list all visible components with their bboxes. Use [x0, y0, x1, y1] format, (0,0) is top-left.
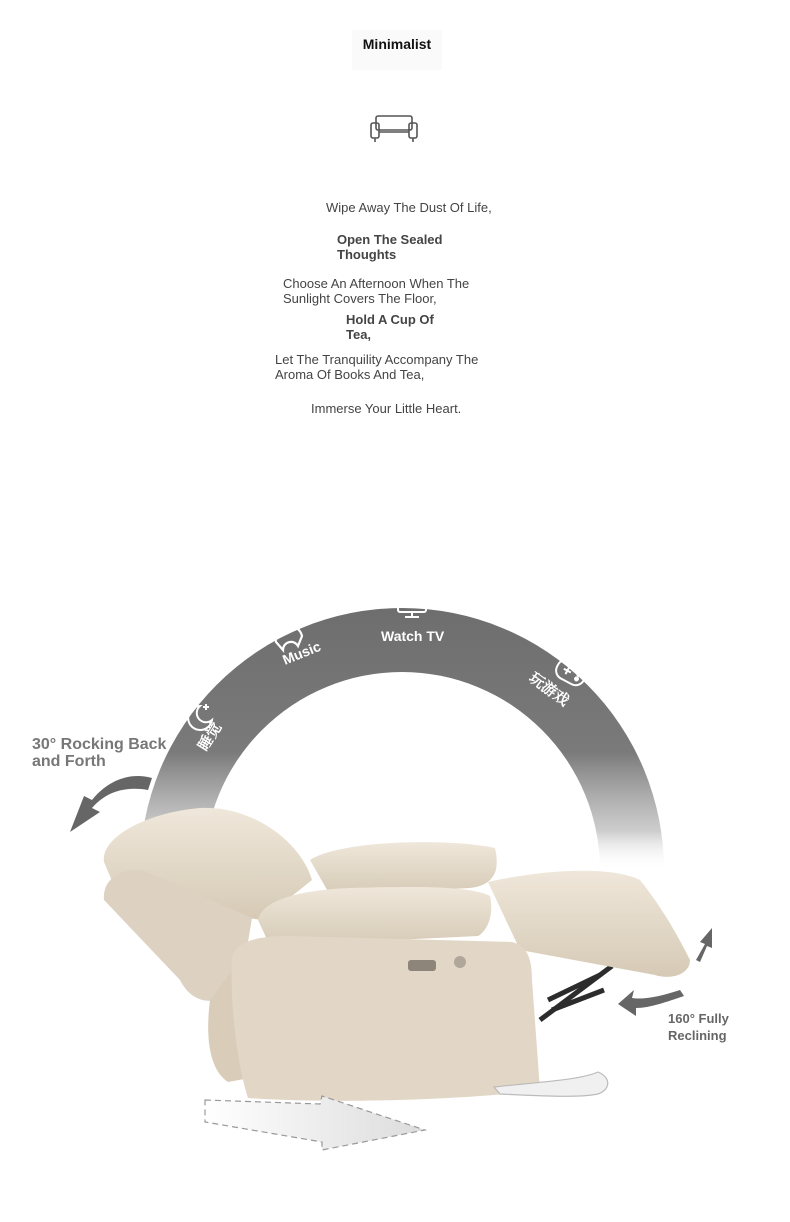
page-heading: Minimalist	[352, 30, 442, 70]
rocking-label: 30° Rocking Back and Forth	[32, 736, 167, 770]
poem-line-4: Hold A Cup Of Tea,	[346, 312, 434, 342]
recline-up-arrow-icon	[696, 928, 712, 962]
poem-line-5: Let The Tranquility Accompany The Aroma Of Books And Tea,	[275, 352, 479, 382]
sofa-icon	[369, 112, 419, 146]
arc-label-watch-tv: Watch TV	[381, 628, 445, 644]
product-scene	[0, 560, 790, 1160]
reclining-label: 160° Fully Reclining	[668, 1011, 729, 1043]
slide-arrow-icon	[205, 1096, 425, 1150]
arc-label-music: Music	[280, 638, 323, 668]
poem-line-1: Wipe Away The Dust Of Life,	[326, 200, 492, 215]
poem-line-6: Immerse Your Little Heart.	[311, 401, 462, 416]
poem-line-2: Open The Sealed Thoughts	[337, 232, 443, 262]
arc-label-games: 玩游戏	[525, 669, 573, 710]
arc-label-sleep: 睡觉	[194, 719, 226, 755]
poem-line-3: Choose An Afternoon When The Sunlight Covers The Floor,	[283, 276, 470, 306]
